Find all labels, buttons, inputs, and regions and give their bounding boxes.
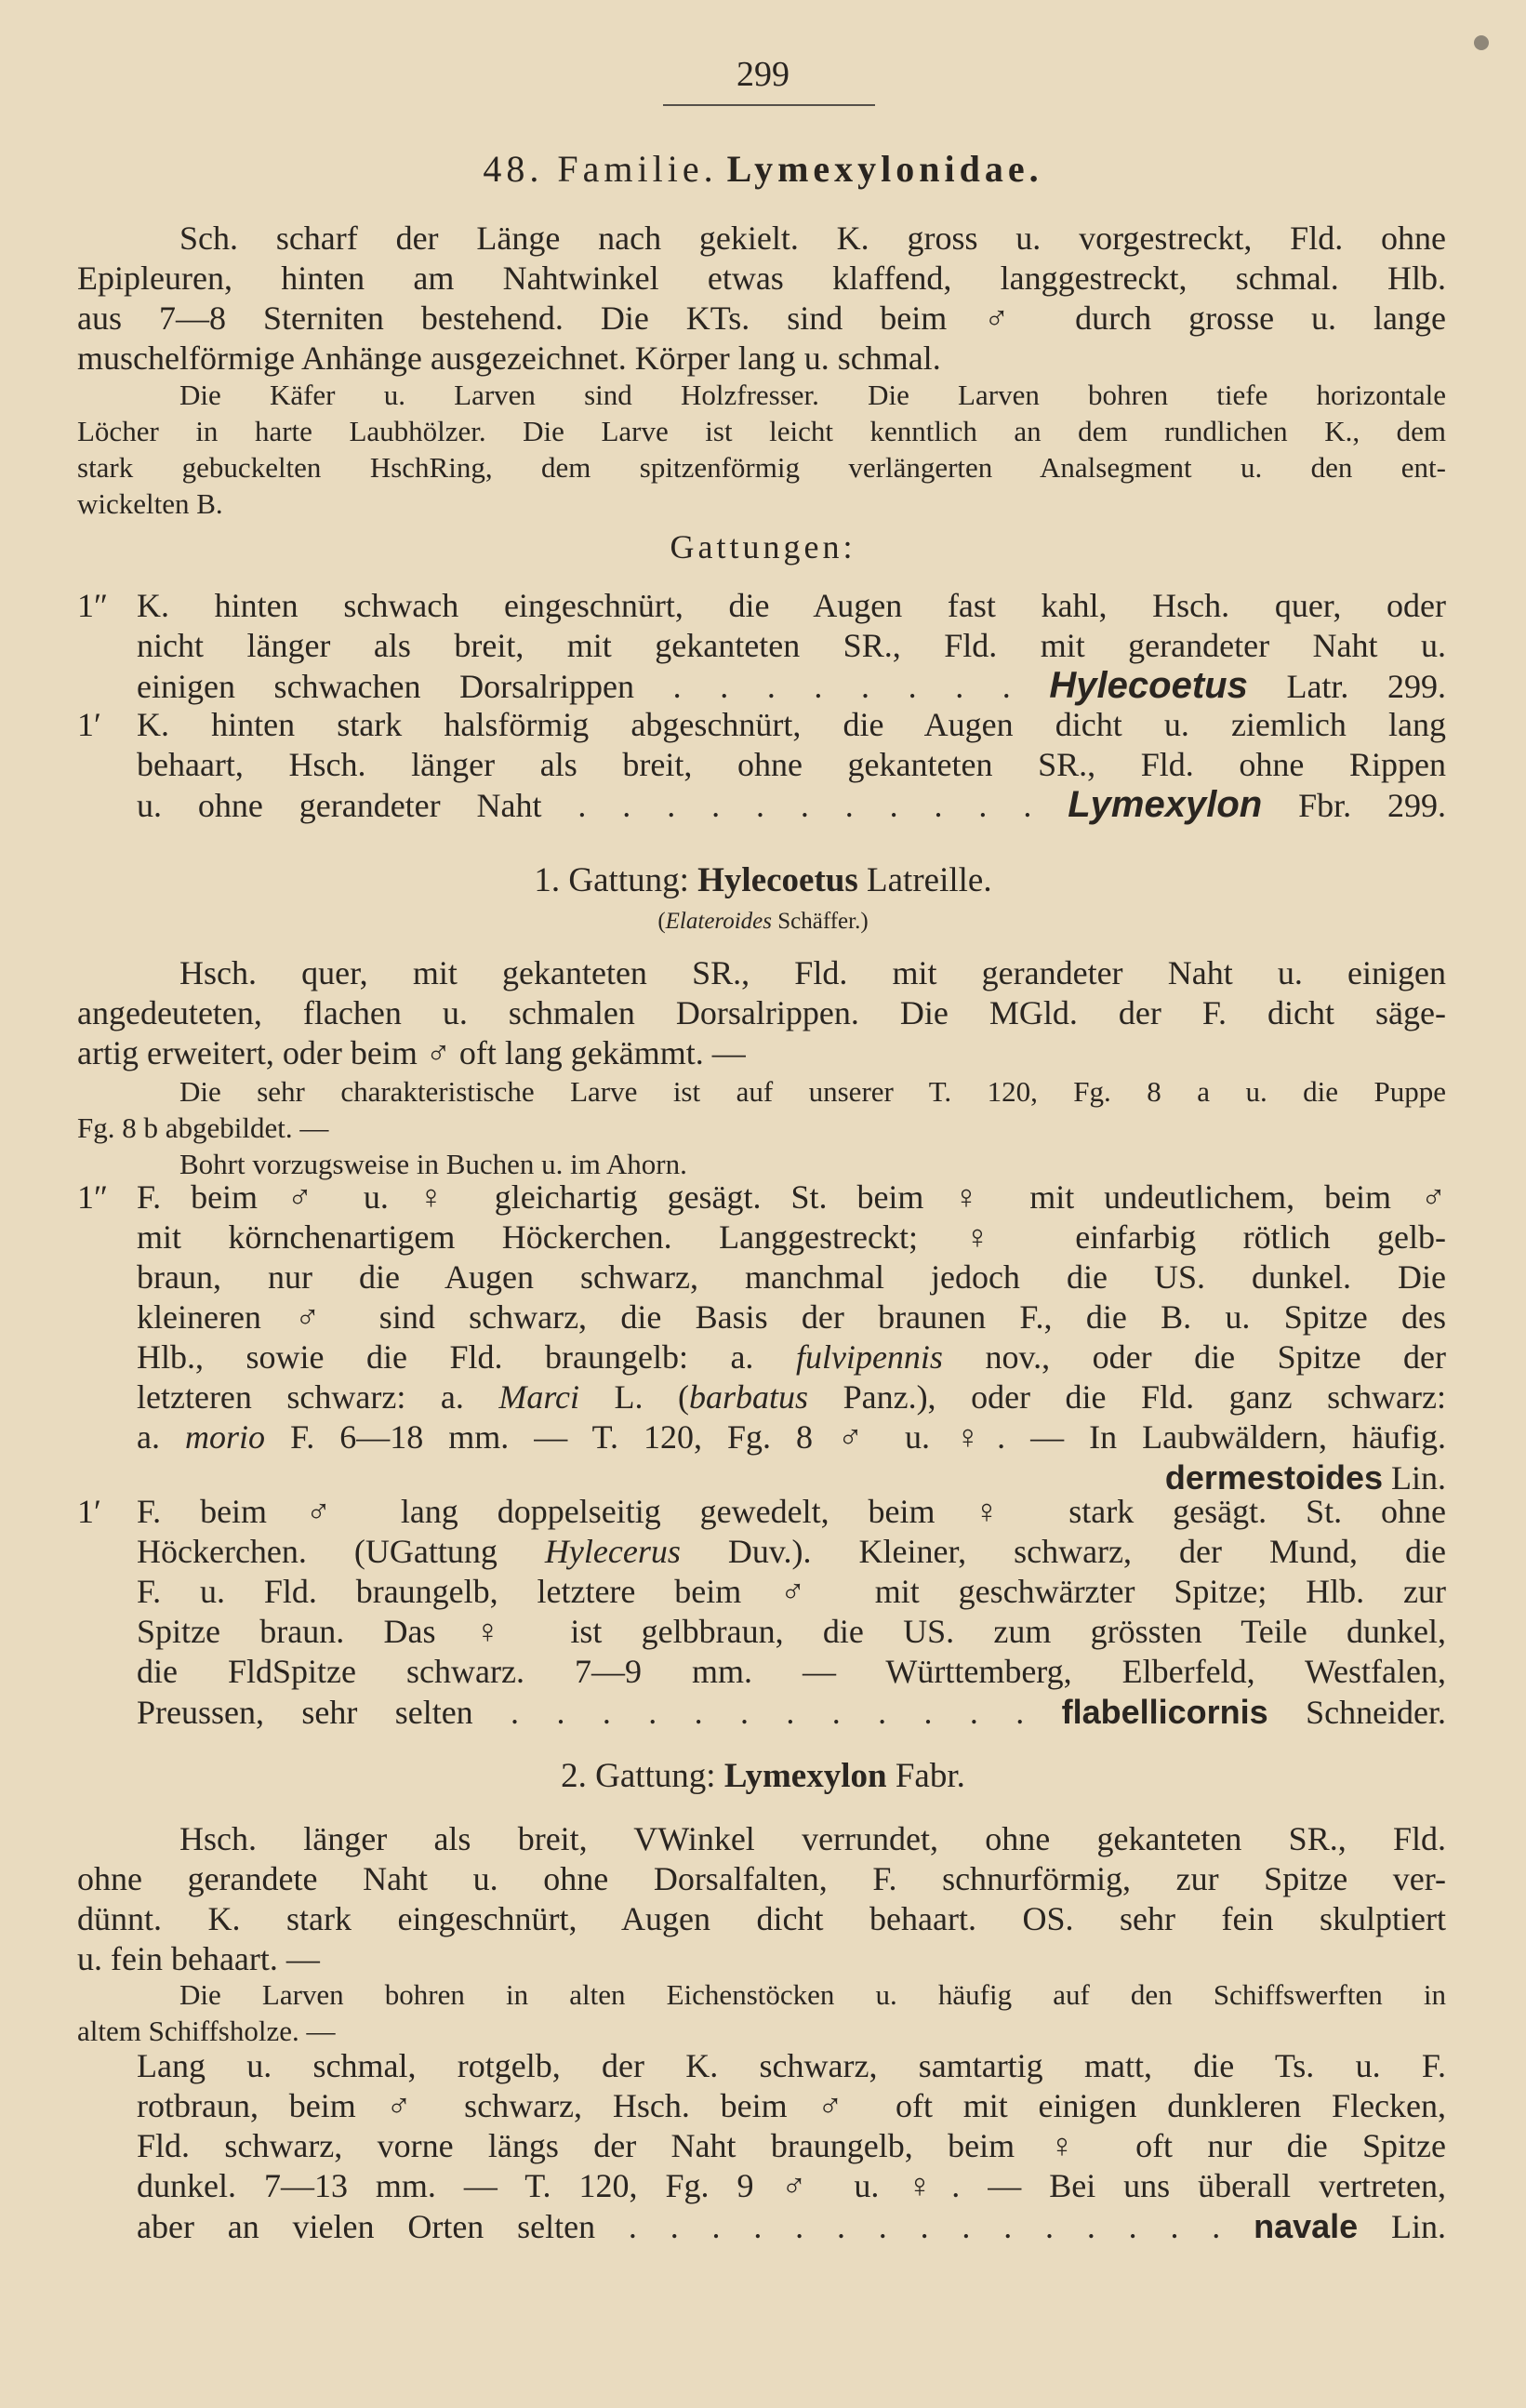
genus-name-hylecoetus: Hylecoetus xyxy=(1049,665,1248,706)
text-line: stark gebuckelten HschRing, dem spitzenförmig verlängerten Analsegment u. den ent- xyxy=(77,451,1446,484)
species-author: Lin. xyxy=(1391,1459,1446,1497)
text-line: Die Käfer u. Larven sind Holzfresser. Die Larven bohren tiefe horizontale xyxy=(179,379,1446,411)
ink-speck xyxy=(1474,35,1489,50)
text-line: altem Schiffsholze. — xyxy=(77,2015,336,2047)
text-line: artig erweitert, oder beim ♂ oft lang gekämmt. — xyxy=(77,1034,746,1071)
text-line xyxy=(77,1377,1446,1417)
genus-author: Fabr. xyxy=(895,1757,965,1795)
text-span: K. hinten stark halsförmig abgeschnürt, die Augen dicht u. ziemlich lang xyxy=(137,706,1446,743)
genus-key-couplet-b xyxy=(77,705,1446,825)
text-line: wickelten B. xyxy=(77,487,223,520)
text-line: u. fein behaart. — xyxy=(77,1940,320,1977)
text-span: nov., oder die Spitze der xyxy=(985,1338,1447,1376)
family-description xyxy=(77,219,1446,379)
genus1-synonym: (Elateroides Schäffer.) xyxy=(657,909,869,934)
text-line xyxy=(77,705,1446,745)
text-span: F. 6—18 mm. — T. 120, Fg. 8 ♂ u. ♀. — In Laubwäldern, häufig. xyxy=(290,1418,1447,1456)
text-line xyxy=(77,586,1446,626)
text-span: F. beim ♂ lang doppelseitig gewedelt, beim ♀ stark gesägt. St. ohne xyxy=(137,1493,1446,1530)
text-line: kleineren ♂ sind schwarz, die Basis der braunen F., die B. u. Spitze des xyxy=(137,1298,1446,1336)
key-number: 1″ xyxy=(77,587,108,624)
text-line xyxy=(77,1492,1446,1532)
text-line xyxy=(77,1177,1446,1217)
genus-author: Latreille. xyxy=(867,861,992,899)
text-line: Hsch. quer, mit gekanteten SR., Fld. mit gerandeter Naht u. einigen xyxy=(179,954,1446,991)
text-line: F. u. Fld. braungelb, letztere beim ♂ mit geschwärzter Spitze; Hlb. zur xyxy=(137,1573,1446,1610)
genus2-heading xyxy=(0,1756,1526,1796)
text-line: Spitze braun. Das ♀ ist gelbbraun, die US. zum grössten Teile dunkel, xyxy=(137,1613,1446,1650)
text-line: Epipleuren, hinten am Nahtwinkel etwas klaffend, langgestreckt, schmal. Hlb. xyxy=(77,259,1446,297)
key-number: 1″ xyxy=(77,1178,108,1216)
text-line: Lang u. schmal, rotgelb, der K. schwarz, samtartig matt, die Ts. u. F. xyxy=(137,2047,1446,2084)
text-line: mit körnchenartigem Höckerchen. Langgestreckt; ♀ einfarbig rötlich gelb- xyxy=(137,1218,1446,1256)
text-line: die FldSpitze schwarz. 7—9 mm. — Württemberg, Elberfeld, Westfalen, xyxy=(137,1653,1446,1690)
family-biology-note xyxy=(77,377,1446,522)
genus2-larva-note xyxy=(77,1976,1446,2049)
species-author: Lin. xyxy=(1391,2208,1447,2245)
text-line xyxy=(77,1417,1446,1457)
author-abbrev: Latr. 299. xyxy=(1286,668,1447,705)
text-span: Hlb., sowie die Fld. braungelb: a. xyxy=(137,1338,754,1376)
text-line: Fld. schwarz, vorne längs der Naht braungelb, beim ♀ oft nur die Spitze xyxy=(137,2127,1446,2164)
genus-label: 2. Gattung: xyxy=(561,1757,716,1795)
text-line: Sch. scharf der Länge nach gekielt. K. gross u. vorgestreckt, Fld. ohne xyxy=(179,220,1446,257)
author-abbrev: Fbr. 299. xyxy=(1298,787,1446,824)
text-line: Die sehr charakteristische Larve ist auf unserer T. 120, Fg. 8 a u. die Puppe xyxy=(179,1075,1446,1108)
variety-name: morio xyxy=(185,1418,266,1456)
species-navale-description xyxy=(77,2046,1446,2246)
text-line: Löcher in harte Laubhölzer. Die Larve ist leicht kenntlich an dem rundlichen K., dem xyxy=(77,415,1446,447)
text-span: Panz.), oder die Fld. ganz schwarz: xyxy=(843,1378,1446,1416)
genus-name-lymexylon: Lymexylon xyxy=(1068,784,1263,825)
species-key-couplet-b xyxy=(77,1492,1446,1732)
text-line: muschelförmige Anhänge ausgezeichnet. Körper lang u. schmal. xyxy=(77,339,941,377)
text-span: u. ohne gerandeter Naht . . . . . . . . . . . xyxy=(137,787,1032,824)
page-number-rule xyxy=(663,104,875,106)
variety-name: Marci xyxy=(498,1378,580,1416)
species-name-dermestoides: dermestoides xyxy=(1164,1458,1383,1497)
text-line: ohne gerandete Naht u. ohne Dorsalfalten, F. schnurförmig, zur Spitze ver- xyxy=(77,1860,1446,1897)
species-name-flabellicornis: flabellicornis xyxy=(1061,1693,1268,1731)
text-span: Preussen, sehr selten . . . . . . . . . . . . xyxy=(137,1694,1025,1731)
text-line: behaart, Hsch. länger als breit, ohne gekanteten SR., Fld. ohne Rippen xyxy=(137,746,1446,783)
genus1-larva-note xyxy=(77,1073,1446,1182)
text-span: L. ( xyxy=(614,1378,690,1416)
synonym-name: barbatus xyxy=(689,1378,809,1416)
text-line xyxy=(77,1337,1446,1377)
text-line xyxy=(77,1692,1446,1732)
text-line: braun, nur die Augen schwarz, manchmal jedoch die US. dunkel. Die xyxy=(137,1258,1446,1296)
text-span: K. hinten schwach eingeschnürt, die Augen fast kahl, Hsch. quer, oder xyxy=(137,587,1446,624)
genus-name: Hylecoetus xyxy=(697,861,858,899)
genus-key-couplet-a xyxy=(77,586,1446,706)
key-number: 1′ xyxy=(77,706,101,743)
text-line: aus 7—8 Sterniten bestehend. Die KTs. sind beim ♂ durch grosse u. lange xyxy=(77,299,1446,337)
genus1-heading xyxy=(0,860,1526,900)
text-line xyxy=(77,666,1446,706)
text-line: Bohrt vorzugsweise in Buchen u. im Ahorn. xyxy=(179,1148,687,1180)
text-line xyxy=(77,1532,1446,1572)
text-span: einigen schwachen Dorsalrippen . . . . . . . . xyxy=(137,668,1011,705)
text-line xyxy=(77,785,1446,825)
species-key-couplet-a xyxy=(77,1177,1446,1497)
text-line: angedeuteten, flachen u. schmalen Dorsalrippen. Die MGld. der F. dicht säge- xyxy=(77,994,1446,1031)
text-span: a. xyxy=(137,1418,160,1456)
text-span: letzteren schwarz: a. xyxy=(137,1378,464,1416)
text-span: aber an vielen Orten selten . . . . . . . . . . . . . . . xyxy=(137,2208,1221,2245)
text-line: dünnt. K. stark eingeschnürt, Augen dicht behaart. OS. sehr fein skulptiert xyxy=(77,1900,1446,1937)
subgenus-name: Hylecerus xyxy=(544,1533,681,1570)
text-line: dunkel. 7—13 mm. — T. 120, Fg. 9 ♂ u. ♀. — Bei uns überall vertreten, xyxy=(137,2167,1446,2204)
genera-heading: Gattungen: xyxy=(670,528,856,565)
variety-name: fulvipennis xyxy=(795,1338,943,1376)
text-line: rotbraun, beim ♂ schwarz, Hsch. beim ♂ oft mit einigen dunkleren Flecken, xyxy=(137,2087,1446,2124)
family-name: Lymexylonidae. xyxy=(726,148,1043,190)
text-line: Die Larven bohren in alten Eichenstöcken u. häufig auf den Schiffswerften in xyxy=(179,1978,1446,2011)
key-number: 1′ xyxy=(77,1493,101,1530)
family-title xyxy=(0,147,1526,191)
synonym-genus: Elateroides xyxy=(665,909,772,934)
genus-label: 1. Gattung: xyxy=(534,861,689,899)
text-line: Fg. 8 b abgebildet. — xyxy=(77,1111,329,1144)
page-number: 299 xyxy=(736,55,790,94)
text-span: Duv.). Kleiner, schwarz, der Mund, die xyxy=(727,1533,1447,1570)
species-name-navale: navale xyxy=(1254,2207,1359,2245)
text-span: F. beim ♂ u. ♀ gleichartig gesägt. St. beim ♀ mit undeutlichem, beim ♂ xyxy=(137,1178,1446,1216)
species-author: Schneider. xyxy=(1306,1694,1447,1731)
text-line xyxy=(77,2206,1446,2246)
synonym-author: Schäffer. xyxy=(777,909,861,934)
text-line: Hsch. länger als breit, VWinkel verrundet, ohne gekanteten SR., Fld. xyxy=(179,1820,1446,1857)
family-label: 48. Familie. xyxy=(483,148,718,190)
genus-name: Lymexylon xyxy=(723,1757,887,1795)
text-span: Höckerchen. (UGattung xyxy=(137,1533,498,1570)
genus2-description xyxy=(77,1819,1446,1979)
genus1-description xyxy=(77,953,1446,1073)
text-line: nicht länger als breit, mit gekanteten SR., Fld. mit gerandeter Naht u. xyxy=(137,627,1446,664)
